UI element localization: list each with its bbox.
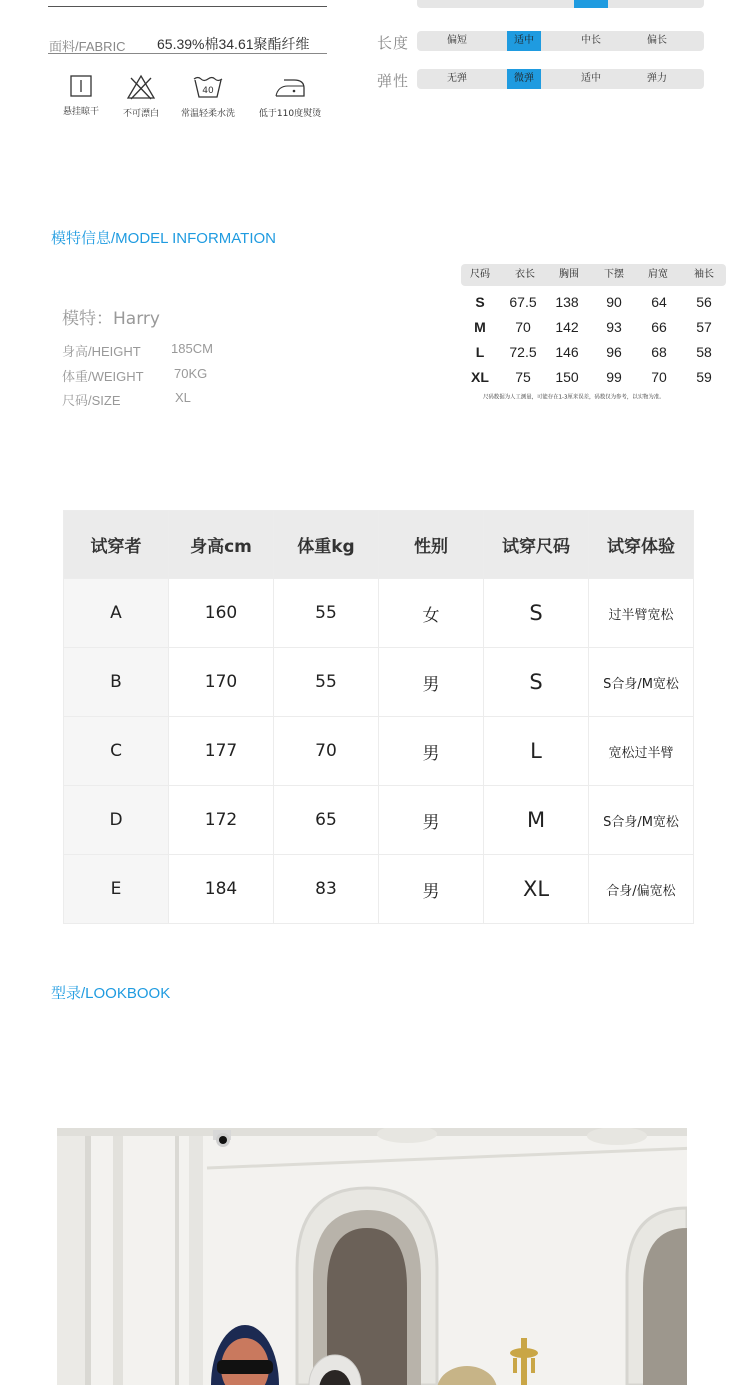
care-item-no-bleach bbox=[106, 74, 176, 119]
attr-row-thickness-partial bbox=[376, 0, 706, 8]
care-label: 常温轻柔水洗 bbox=[180, 109, 235, 119]
size-chart-row bbox=[461, 365, 726, 390]
try-on-weight: 65 bbox=[274, 786, 379, 855]
try-on-header-cell: 性别 bbox=[379, 511, 484, 579]
size-chart-note: 尺码数据为人工测量，可能存在1-3厘米误差，码数仅为参考，以实物为准。 bbox=[483, 393, 665, 401]
size-chart-cell: 57 bbox=[696, 319, 712, 335]
model-size bbox=[62, 390, 191, 409]
try-on-experience: 过半臂宽松 bbox=[589, 579, 694, 648]
try-on-size: M bbox=[484, 786, 589, 855]
try-on-row bbox=[64, 786, 694, 855]
care-label: 悬挂晾干 bbox=[62, 107, 99, 117]
size-chart-header-cell: 肩宽 bbox=[648, 269, 668, 280]
attr-option: 偏短 bbox=[447, 35, 467, 46]
attr-option: 偏长 bbox=[647, 35, 667, 46]
try-on-weight: 55 bbox=[274, 648, 379, 717]
try-on-tester: E bbox=[64, 855, 169, 924]
try-on-size: S bbox=[484, 579, 589, 648]
size-chart-row bbox=[461, 340, 726, 365]
model-height-value: 185CM bbox=[171, 341, 213, 356]
model-weight bbox=[62, 366, 208, 385]
model-name: 模特：Harry bbox=[62, 309, 160, 329]
try-on-weight: 83 bbox=[274, 855, 379, 924]
size-chart-header-cell: 尺码 bbox=[470, 269, 490, 280]
try-on-height: 184 bbox=[169, 855, 274, 924]
iron-icon bbox=[272, 74, 308, 100]
try-on-header-row bbox=[64, 511, 694, 579]
attr-bar-elasticity bbox=[417, 69, 704, 89]
size-chart-cell: 75 bbox=[515, 369, 531, 385]
try-on-size: S bbox=[484, 648, 589, 717]
size-chart-body bbox=[461, 286, 726, 390]
lookbook-image bbox=[57, 1128, 687, 1385]
size-chart-header-cell: 袖长 bbox=[694, 269, 714, 280]
model-weight-label: 体重/WEIGHT bbox=[62, 369, 144, 384]
size-chart-header-cell: 胸围 bbox=[559, 269, 579, 280]
try-on-weight: 55 bbox=[274, 579, 379, 648]
attr-option: 无弹 bbox=[447, 73, 467, 84]
size-chart-cell: 72.5 bbox=[509, 344, 537, 360]
model-size-label: 尺码/SIZE bbox=[62, 393, 121, 408]
section-title-lookbook: 型录/LOOKBOOK bbox=[51, 985, 171, 1002]
attr-bar-length bbox=[417, 31, 704, 51]
fabric-row bbox=[48, 32, 327, 54]
attr-option-active bbox=[574, 0, 608, 8]
attr-option: 适中 bbox=[581, 73, 601, 84]
hang-dry-icon bbox=[68, 74, 94, 98]
try-on-experience: 宽松过半臂 bbox=[589, 717, 694, 786]
no-bleach-icon bbox=[126, 74, 156, 100]
size-chart-cell: 96 bbox=[606, 344, 622, 360]
size-chart bbox=[461, 264, 726, 401]
try-on-gender: 男 bbox=[379, 855, 484, 924]
try-on-body bbox=[64, 579, 694, 924]
try-on-height: 177 bbox=[169, 717, 274, 786]
model-weight-value: 70KG bbox=[174, 366, 208, 381]
model-height-label: 身高/HEIGHT bbox=[62, 344, 141, 359]
try-on-header-cell: 试穿者 bbox=[64, 511, 169, 579]
try-on-tester: A bbox=[64, 579, 169, 648]
try-on-gender: 男 bbox=[379, 786, 484, 855]
try-on-tester: D bbox=[64, 786, 169, 855]
size-chart-cell: 70 bbox=[515, 319, 531, 335]
try-on-gender: 男 bbox=[379, 648, 484, 717]
size-chart-cell: 90 bbox=[606, 294, 622, 310]
try-on-gender: 女 bbox=[379, 579, 484, 648]
size-chart-header bbox=[461, 264, 726, 286]
size-chart-cell: 58 bbox=[696, 344, 712, 360]
try-on-size: XL bbox=[484, 855, 589, 924]
section-title-model: 模特信息/MODEL INFORMATION bbox=[51, 230, 277, 247]
try-on-row bbox=[64, 855, 694, 924]
try-on-height: 170 bbox=[169, 648, 274, 717]
care-item-iron bbox=[255, 74, 325, 119]
size-chart-cell: 64 bbox=[651, 294, 667, 310]
size-chart-cell: 146 bbox=[555, 344, 579, 360]
care-item-wash bbox=[173, 74, 243, 119]
try-on-header-cell: 试穿尺码 bbox=[484, 511, 589, 579]
size-chart-cell: 59 bbox=[696, 369, 712, 385]
try-on-experience: 合身/偏宽松 bbox=[589, 855, 694, 924]
care-label: 低于110度熨烫 bbox=[258, 109, 322, 119]
size-chart-size-code: S bbox=[475, 294, 485, 310]
try-on-tester: C bbox=[64, 717, 169, 786]
try-on-height: 160 bbox=[169, 579, 274, 648]
size-chart-row bbox=[461, 290, 726, 315]
size-chart-cell: 138 bbox=[555, 294, 579, 310]
size-chart-cell: 99 bbox=[606, 369, 622, 385]
try-on-table bbox=[63, 510, 694, 924]
attr-bar bbox=[417, 0, 704, 8]
size-chart-cell: 150 bbox=[555, 369, 579, 385]
attr-row-length bbox=[376, 31, 706, 51]
size-chart-cell: 67.5 bbox=[509, 294, 537, 310]
try-on-experience: S合身/M宽松 bbox=[589, 648, 694, 717]
fabric-label: 面料/FABRIC bbox=[49, 39, 126, 54]
wash-temperature: 40 bbox=[202, 86, 214, 96]
try-on-row bbox=[64, 717, 694, 786]
size-chart-size-code: XL bbox=[471, 369, 489, 385]
attr-name-length: 长度 bbox=[377, 34, 410, 52]
size-chart-row bbox=[461, 315, 726, 340]
care-label: 不可漂白 bbox=[122, 109, 159, 119]
size-chart-header-cell: 衣长 bbox=[515, 269, 535, 280]
size-chart-size-code: L bbox=[475, 344, 485, 360]
wash-40-icon bbox=[192, 74, 224, 100]
try-on-tester: B bbox=[64, 648, 169, 717]
try-on-weight: 70 bbox=[274, 717, 379, 786]
divider-top bbox=[48, 6, 327, 7]
try-on-header-cell: 试穿体验 bbox=[589, 511, 694, 579]
try-on-gender: 男 bbox=[379, 717, 484, 786]
size-chart-header-cell: 下摆 bbox=[604, 269, 624, 280]
try-on-size: L bbox=[484, 717, 589, 786]
size-chart-cell: 56 bbox=[696, 294, 712, 310]
size-chart-cell: 93 bbox=[606, 319, 622, 335]
attr-option: 中长 bbox=[581, 35, 601, 46]
attr-name-elasticity: 弹性 bbox=[377, 72, 410, 90]
try-on-header-cell: 体重kg bbox=[274, 511, 379, 579]
attr-row-elasticity bbox=[376, 69, 706, 89]
model-size-value: XL bbox=[175, 390, 191, 405]
size-chart-cell: 68 bbox=[651, 344, 667, 360]
size-chart-size-code: M bbox=[474, 319, 486, 335]
attr-option: 弹力 bbox=[647, 73, 667, 84]
size-chart-cell: 142 bbox=[555, 319, 579, 335]
fabric-value: 65.39%棉34.61聚酯纤维 bbox=[157, 36, 310, 52]
try-on-row bbox=[64, 648, 694, 717]
attr-option-active: 微弹 bbox=[507, 69, 541, 89]
model-height bbox=[62, 341, 213, 360]
size-chart-cell: 70 bbox=[651, 369, 667, 385]
attr-option-active: 适中 bbox=[507, 31, 541, 51]
size-chart-cell: 66 bbox=[651, 319, 667, 335]
try-on-row bbox=[64, 579, 694, 648]
try-on-height: 172 bbox=[169, 786, 274, 855]
lookbook-photo bbox=[57, 1128, 687, 1385]
try-on-experience: S合身/M宽松 bbox=[589, 786, 694, 855]
try-on-header-cell: 身高cm bbox=[169, 511, 274, 579]
